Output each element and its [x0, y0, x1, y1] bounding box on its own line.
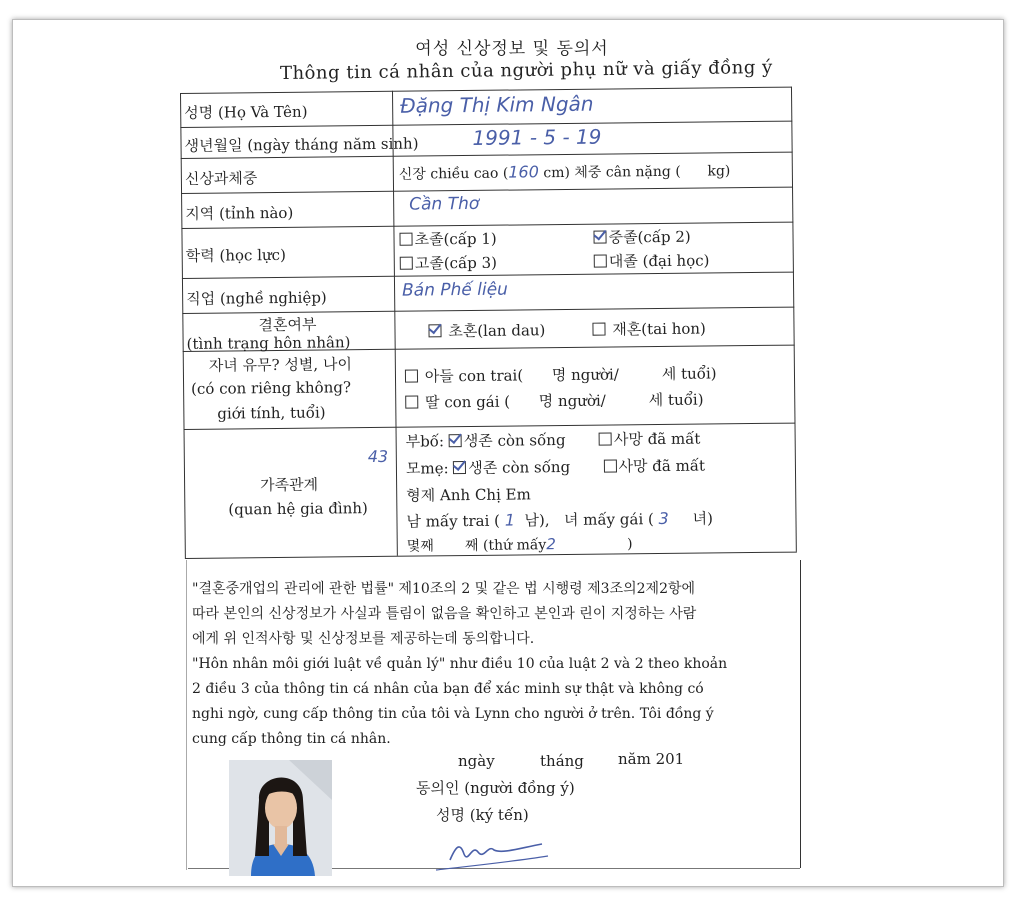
consent-vi-line-3: nghi ngờ, cung cấp thông tin của tôi và Lynn cho người ở trên. Tôi đồng ý	[192, 706, 714, 722]
family-age-note: 43	[367, 446, 389, 467]
marital-label-ko: 결혼여부	[258, 315, 317, 335]
marital-label-vi: (tình trạng hôn nhân)	[186, 333, 351, 353]
name-label: 성명 (Họ Và Tên)	[184, 102, 308, 122]
siblings-count-row: 남 mấy trai ( 1 남), 녀 mấy gái ( 3 녀)	[406, 508, 714, 531]
checkbox-icon	[400, 257, 413, 270]
consent-ko-line-2: 따라 본인의 신상정보가 사실과 틀림이 없음을 확인하고 본인과 린이 지정하는 사람	[192, 606, 697, 622]
consent-vi-line-2: 2 điều 3 của thông tin cá nhân của bạn để xác minh sự thật và không có	[192, 681, 704, 697]
height-value: 160	[508, 162, 539, 182]
date-day: ngày	[458, 752, 495, 770]
job-value: Bán Phế liệu	[401, 279, 509, 301]
info-form-table	[180, 87, 797, 561]
father-row: 부bố: 생존 còn sống 사망 đã mất	[405, 429, 701, 451]
siblings-label: 형제 Anh Chị Em	[406, 485, 531, 505]
handwritten-signature	[430, 832, 560, 874]
portrait-photo	[229, 760, 332, 876]
children-label-3: giới tính, tuổi)	[217, 403, 326, 423]
date-month: tháng	[540, 752, 584, 770]
consent-ko-line-1: "결혼중개업의 관리에 관한 법률" 제10조의 2 및 같은 법 시행령 제3조의2제2항에	[192, 581, 696, 597]
checkbox-icon	[599, 432, 612, 445]
birth-order-value: 2	[546, 535, 556, 554]
signature-label: 성명 (ký tến)	[436, 806, 529, 824]
date-year: năm 201	[618, 750, 685, 768]
body-label: 신상과체중	[184, 169, 258, 188]
checkbox-checked-icon	[428, 324, 441, 337]
consent-vi-line-4: cung cấp thông tin cá nhân.	[192, 731, 391, 747]
edu-label: 학력 (học lực)	[185, 245, 286, 265]
family-label-vi: (quan hệ gia đình)	[228, 499, 368, 519]
birth-label: 생년월일 (ngày tháng năm sinh)	[184, 134, 419, 155]
marital-option-second: 재혼(tai hon)	[592, 318, 706, 340]
edu-option-4: 대졸 (đại học)	[594, 249, 710, 271]
checkbox-checked-icon	[593, 231, 606, 244]
edu-option-1: 초졸(cấp 1)	[399, 228, 496, 250]
checkbox-icon	[405, 370, 418, 383]
birth-order-row: 몇째 째 (thứ mấy2 )	[406, 535, 633, 555]
title-korean: 여성 신상정보 및 동의서	[415, 39, 609, 59]
mother-row: 모mẹ: 생존 còn sống 사망 đã mất	[405, 456, 706, 478]
children-label-1: 자녀 유무? 성별, 나이	[208, 355, 352, 375]
children-son-row: 아들 con trai( 명 người/ 세 tuổi)	[405, 362, 717, 386]
children-label-2: (có con riêng không?	[191, 378, 352, 398]
checkbox-icon	[592, 323, 605, 336]
region-value: Cần Thơ	[409, 193, 480, 215]
consent-text	[192, 577, 802, 752]
checkbox-icon	[603, 459, 616, 472]
checkbox-checked-icon	[453, 461, 466, 474]
edu-option-3: 고졸(cấp 3)	[400, 252, 497, 274]
region-label: 지역 (tỉnh nào)	[185, 203, 294, 223]
job-label: 직업 (nghề nghiệp)	[186, 288, 327, 308]
agreer-label: 동의인 (người đồng ý)	[416, 779, 575, 797]
checkbox-icon	[405, 396, 418, 409]
children-daughter-row: 딸 con gái ( 명 người/ 세 tuổi)	[405, 389, 703, 413]
sisters-value: 3	[658, 508, 669, 529]
body-height-label: 신장 chiều cao (160 cm) 체중 cân nặng ( kg)	[398, 162, 731, 183]
family-label-ko: 가족관계	[260, 475, 319, 495]
checkbox-icon	[399, 233, 412, 246]
consent-vi-line-1: "Hôn nhân môi giới luật về quản lý" như điều 10 của luật 2 và 2 theo khoản	[192, 656, 728, 672]
edu-option-2: 중졸(cấp 2)	[593, 226, 690, 248]
title-vietnamese: Thông tin cá nhân của người phụ nữ và giấy đồng ý	[279, 56, 773, 85]
name-value: Đặng Thị Kim Ngân	[400, 91, 594, 118]
birth-value: 1991 - 5 - 19	[472, 124, 602, 150]
marital-option-first: 초혼(lan dau)	[428, 319, 545, 341]
checkbox-checked-icon	[449, 434, 462, 447]
consent-ko-line-3: 에게 위 인적사항 및 신상정보를 제공하는데 동의합니다.	[192, 631, 535, 647]
checkbox-icon	[594, 255, 607, 268]
brothers-value: 1	[504, 510, 516, 530]
